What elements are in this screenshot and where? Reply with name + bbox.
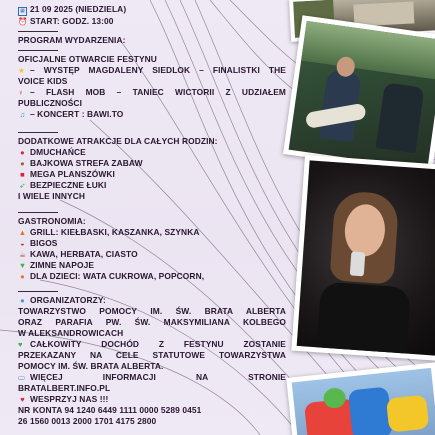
music-notes-icon: ♫ [19, 110, 26, 119]
attraction-item: ● BAJKOWA STREFA ZABAW [18, 158, 318, 169]
attraction-item: ➶ BEZPIECZNE ŁUKI [19, 180, 107, 190]
program-item-2-cont: PUBLICZNOŚCI [18, 98, 83, 108]
income-line: ♥ CAŁKOWITY DOCHÓD Z FESTYNU ZOSTANIE [18, 339, 286, 349]
attraction-item: ■ MEGA PLANSZÓWKI [18, 169, 318, 180]
computer-icon: ▭ [18, 373, 26, 382]
bear-icon: ● [20, 159, 25, 168]
dice-icon: ■ [20, 170, 25, 179]
poster-text [0, 4, 318, 427]
separator [18, 212, 58, 213]
bank-account-2: 26 1560 0013 2000 1701 4175 2800 [18, 416, 157, 426]
balloon-icon: ● [20, 148, 25, 157]
separator [18, 31, 58, 32]
bow-icon: ➶ [19, 181, 26, 190]
alarm-clock-icon: ⏰ [18, 17, 28, 26]
food-item: ▼ ZIMNE NAPOJE [18, 260, 95, 270]
program-heading: PROGRAM WYDARZENIA: [18, 35, 126, 45]
food-heading: GASTRONOMIA: [18, 216, 86, 226]
start-line: ⏰ START: GODZ. 13:00 [18, 16, 114, 26]
program-item-1-cont: VOICE KIDS [18, 76, 68, 86]
program-item-3: ♫ – KONCERT : BAWI.TO [19, 109, 124, 119]
food-item: ◒ BIGOS [18, 238, 318, 249]
people-icon: ● [20, 296, 25, 305]
food-item: ● DLA DZIECI: WATA CUKROWA, POPCORN, [18, 271, 318, 282]
food-item: ☕ KAWA, HERBATA, CIASTO [19, 249, 138, 259]
support-line: ♥ WESPRZYJ NAS !!! [18, 394, 318, 405]
program-item-2: ♀ – FLASH MOB – TANIEC WICTORII Z UDZIAŁEM [18, 87, 286, 97]
date-line: ▦ 21 09 2025 (NIEDZIELA) [18, 4, 318, 16]
attractions-more: I WIELE INNYCH [18, 191, 86, 201]
website-link[interactable]: BRATALBERT.INFO.PL [18, 383, 111, 393]
organizers-heading: ● ORGANIZATORZY: [18, 295, 318, 306]
calendar-icon: ▦ [18, 7, 27, 16]
fire-icon: ▲ [18, 228, 27, 237]
attractions-heading: DODATKOWE ATRAKCJE DLA CAŁYCH RODZIN: [18, 136, 218, 146]
dancer-icon: ♀ [18, 88, 24, 97]
food-item: ▲ GRILL: KIEŁBASKI, KASZANKA, SZYNKA [18, 227, 200, 237]
separator [18, 132, 58, 133]
income-line: PRZEKAZANY NA CELE STATUTOWE TOWARZYSTWA [18, 350, 286, 360]
star-icon: ★ [18, 66, 25, 75]
coffee-icon: ☕ [19, 250, 26, 259]
organizers-line: TOWARZYSTWO POMOCY IM. ŚW. BRATA ALBERTA [18, 306, 286, 316]
organizers-line: ORAZ PARAFIA PW. ŚW. MAKSYMILIANA KOLBEGO [18, 317, 286, 327]
green-heart-icon: ♥ [18, 340, 23, 349]
info-line: ▭ WIĘCEJ INFORMACJI NA STRONIE [18, 372, 286, 382]
attraction-item: ● DMUCHAŃCE [18, 147, 318, 158]
income-line: POMOCY IM. ŚW. BRATA ALBERTA. [18, 361, 164, 371]
separator [18, 291, 58, 292]
program-opening: OFICJALNE OTWARCIE FESTYNU [18, 54, 157, 64]
bank-account-1: NR KONTA 94 1240 6449 1111 0000 5289 0451 [18, 405, 202, 415]
red-heart-icon: ♥ [20, 395, 25, 404]
cotton-candy-icon: ● [20, 272, 25, 281]
organizers-line: W ALEKSANDROWICACH [18, 328, 124, 338]
separator [18, 50, 58, 51]
drink-icon: ▼ [18, 261, 27, 270]
bowl-icon: ◒ [20, 239, 25, 248]
program-item-1: ★ – WYSTĘP MAGDALENY SIEDLOK – FINALISTKI THE [18, 65, 286, 75]
